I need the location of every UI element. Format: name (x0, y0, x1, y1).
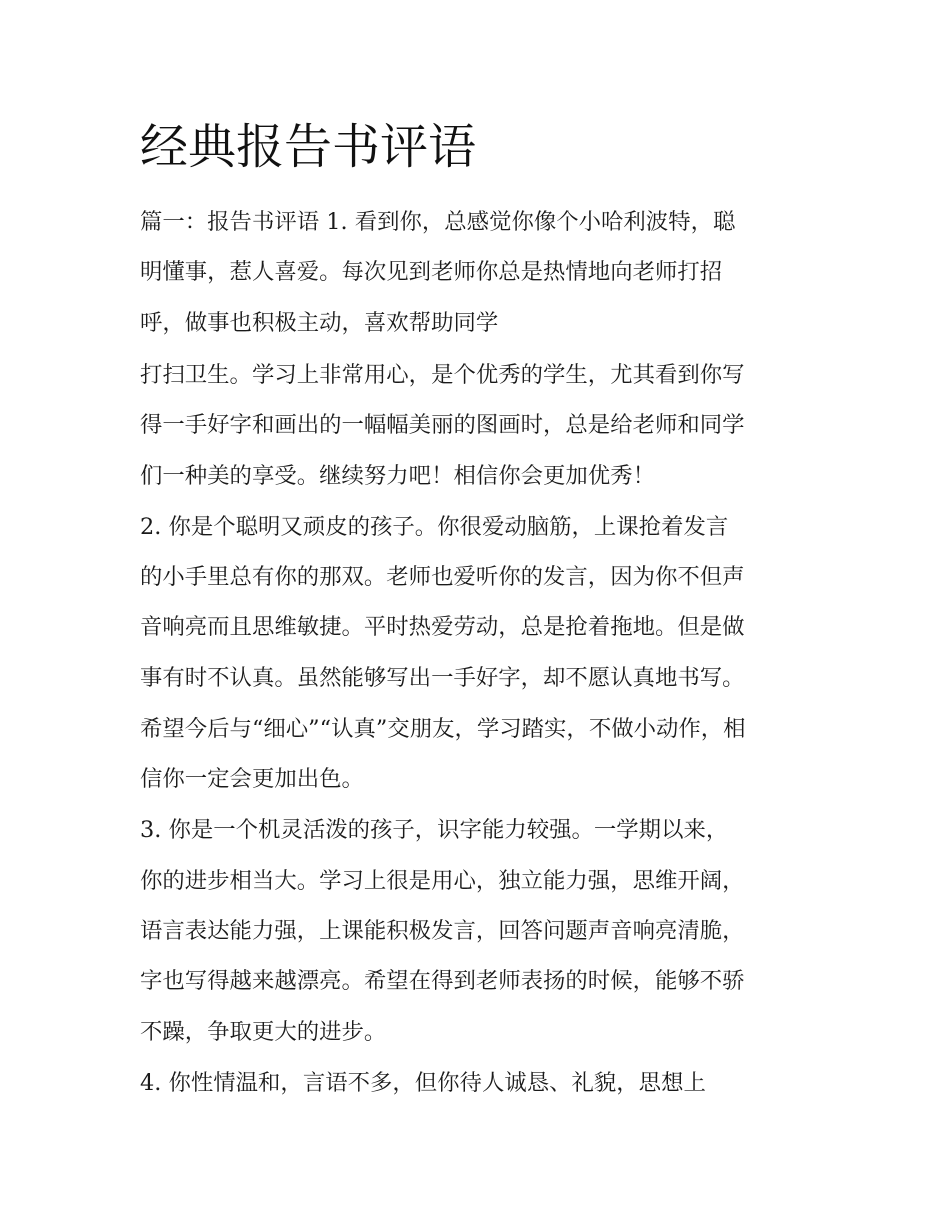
body-line: 希望今后与“细心”“认真”交朋友，学习踏实，不做小动作，相 (140, 716, 746, 742)
body-line: 语言表达能力强，上课能积极发言，回答问题声音响亮清脆， (140, 918, 745, 944)
body-line: 字也写得越来越漂亮。希望在得到老师表扬的时候，能够不骄 (140, 968, 745, 994)
body-line: 得一手好字和画出的一幅幅美丽的图画时，总是给老师和同学 (140, 412, 745, 438)
body-line: 篇一：报告书评语 1. 看到你，总感觉你像个小哈利波特，聪 (140, 209, 736, 235)
body-line: 音响亮而且思维敏捷。平时热爱劳动，总是抢着拖地。但是做 (140, 614, 745, 640)
body-line: 明懂事，惹人喜爱。每次见到老师你总是热情地向老师打招 (140, 259, 723, 285)
document-title: 经典报告书评语 (140, 119, 477, 175)
body-line: 信你一定会更加出色。 (140, 766, 364, 792)
body-line: 们一种美的享受。继续努力吧！相信你会更加优秀！ (140, 463, 655, 489)
body-line: 的小手里总有你的那双。老师也爱听你的发言，因为你不但声 (140, 564, 745, 590)
body-line: 不躁，争取更大的进步。 (140, 1019, 387, 1045)
body-line: 4. 你性情温和，言语不多，但你待人诚恳、礼貌，思想上 (140, 1070, 706, 1096)
body-line: 你的进步相当大。学习上很是用心，独立能力强，思维开阔， (140, 868, 745, 894)
body-line: 事有时不认真。虽然能够写出一手好字，却不愿认真地书写。 (140, 665, 745, 691)
body-line: 3. 你是一个机灵活泼的孩子，识字能力较强。一学期以来， (140, 817, 729, 843)
body-line: 呼，做事也积极主动，喜欢帮助同学 (140, 310, 499, 336)
body-line: 2. 你是个聪明又顽皮的孩子。你很爱动脑筋，上课抢着发言 (140, 514, 729, 540)
body-line: 打扫卫生。学习上非常用心，是个优秀的学生，尤其看到你写 (140, 362, 745, 388)
